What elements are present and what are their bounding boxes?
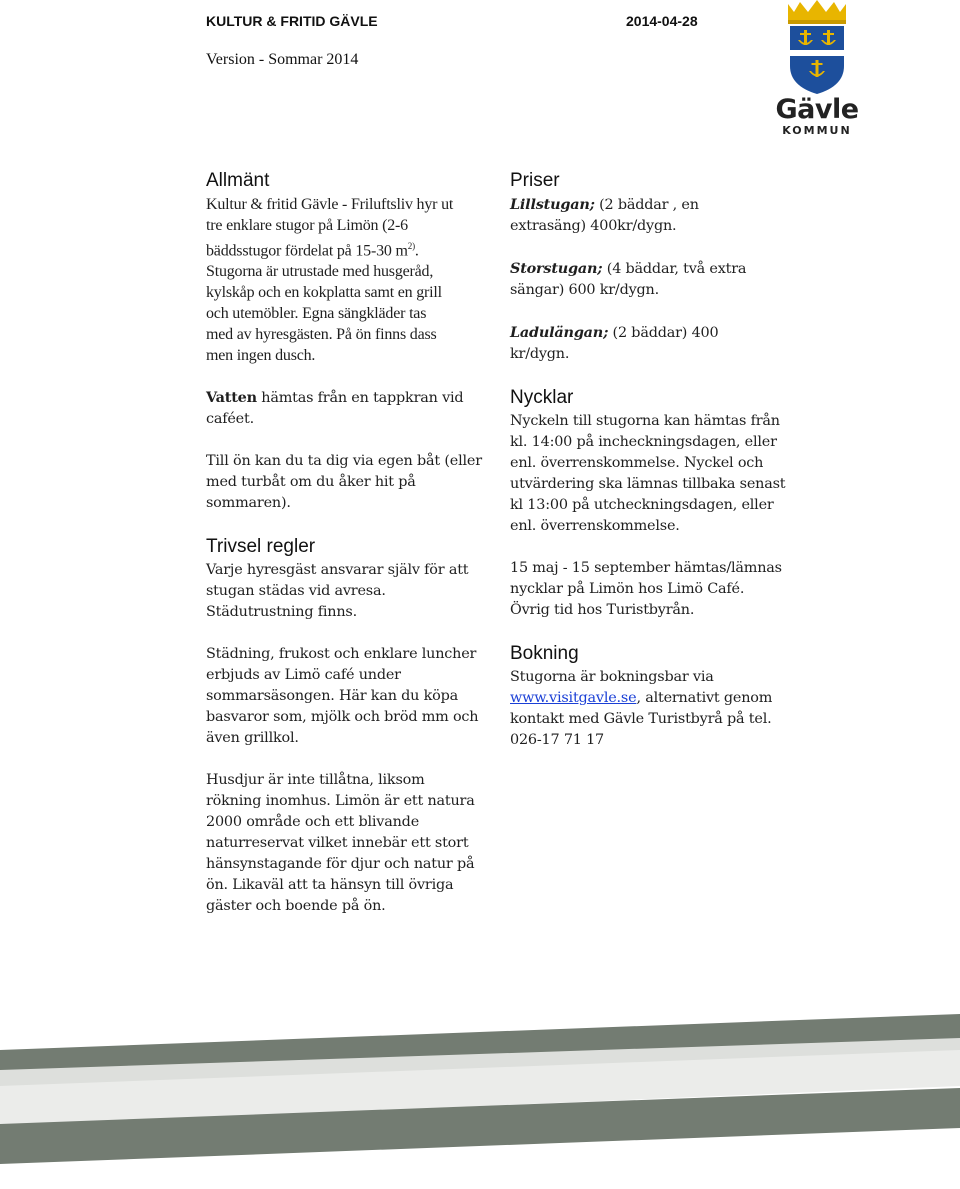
husdjur-paragraph: Husdjur är inte tillåtna, liksom rökning inomhus. Limön är ett natura 2000 område och ett blivande naturreservat vilket innebär ett stort hänsynstagande för djur och natur på ön. Likaväl att ta hänsyn till övriga gäster och boende på ön. <box>206 772 475 915</box>
section-title-trivsel: Trivsel regler <box>206 536 316 558</box>
logo-subtitle: KOMMUN <box>782 124 852 137</box>
allmant-paragraph-1: Kultur & fritid Gävle - Friluftsliv hyr ut tre enklare stugor på Limön (2-6 bäddsstugor fördelat på 15-30 $m^{2)}$. Stugorna är utrustade med husgeråd, kylskåp och en kokplatta samt en grill och utemöbler. Egna sängkläder tas med av hyresgästen. På ön finns dass men ingen dusch. <box>206 196 454 365</box>
stadning-paragraph: Städning, frukost och enklare luncher erbjuds av Limö café under sommarsäsongen. Här kan du köpa basvaror som, mjölk och bröd mm och även grillkol. <box>206 646 479 747</box>
coat-of-arms-icon <box>774 0 860 96</box>
section-title-priser: Priser <box>510 170 560 191</box>
header-date: 2014-04-28 <box>626 13 698 29</box>
visitgavle-link[interactable]: www.visitgavle.se <box>510 690 637 706</box>
header-version: Version - Sommar 2014 <box>206 51 359 68</box>
left-column <box>206 168 496 917</box>
section-title-allmant: Allmänt <box>206 170 270 191</box>
nycklar-paragraph: Nyckeln till stugorna kan hämtas från kl. 14:00 på incheckningsdagen, eller enl. överrenskommelse. Nyckel och utvärdering ska lämnas tillbaka senast kl 13:00 på utcheckningsdagen, eller enl. överrenskommelse. <box>510 413 786 534</box>
logo-name: Gävle <box>775 94 859 125</box>
price-ladulangan: Ladulängan; (2 bäddar) 400 kr/dygn. <box>510 324 719 362</box>
gavle-kommun-logo <box>774 0 860 140</box>
price-lillstugan: Lillstugan; (2 bäddar , en extrasäng) 400kr/dygn. <box>510 196 699 234</box>
maj-paragraph: 15 maj - 15 september hämtas/lämnas nycklar på Limön hos Limö Café. Övrig tid hos Turistbyrån. <box>510 560 782 618</box>
section-title-nycklar: Nycklar <box>510 387 574 408</box>
section-title-bokning: Bokning <box>510 643 579 664</box>
footer-decorative-bands <box>0 1000 960 1189</box>
trivsel-paragraph: Varje hyresgäst ansvarar själv för att stugan städas vid avresa. Städutrustning finns. <box>206 562 469 621</box>
till-paragraph: Till ön kan du ta dig via egen båt (eller med turbåt om du åker hit på sommaren). <box>206 453 482 512</box>
right-column <box>510 168 810 751</box>
bokning-paragraph: Stugorna är bokningsbar via www.visitgavle.se, alternativt genom kontakt med Gävle Turistbyrå på tel. 026-17 71 17 <box>510 669 773 748</box>
header-organization: KULTUR & FRITID GÄVLE <box>206 13 378 29</box>
price-storstugan: Storstugan; (4 bäddar, två extra sängar) 600 kr/dygn. <box>510 260 747 298</box>
vatten-paragraph: Vatten hämtas från en tappkran vid caféet. <box>206 389 464 428</box>
